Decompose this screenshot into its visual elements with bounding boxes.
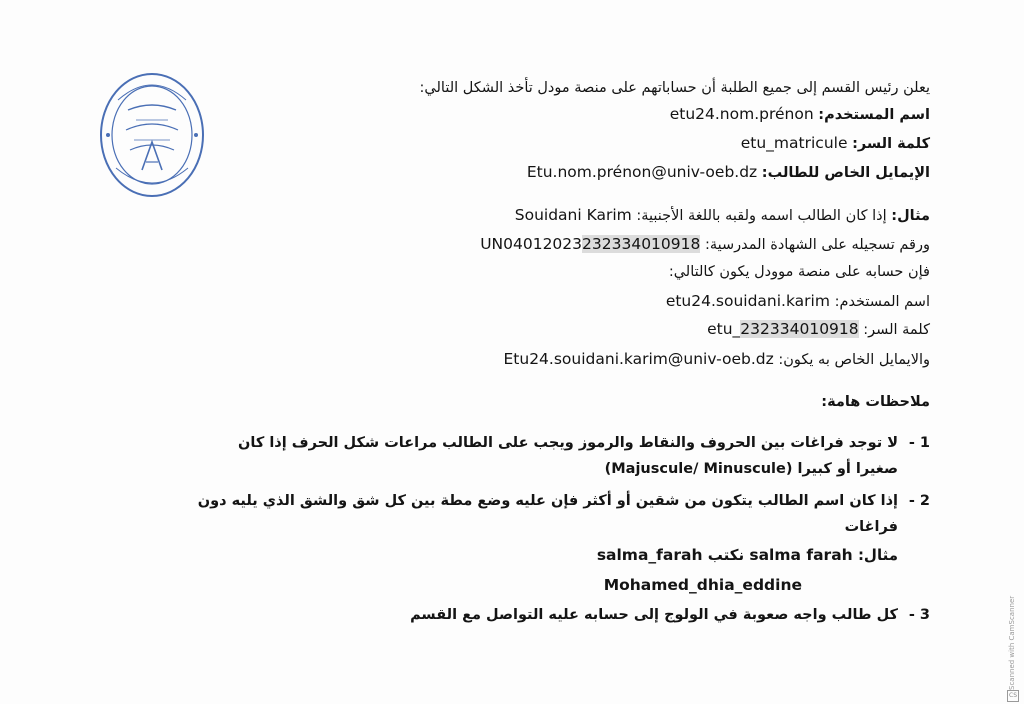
notes-heading: ملاحظات هامة: [821,394,930,410]
username-label: اسم المستخدم: [818,107,930,123]
note-2-example [597,546,898,564]
account-intro-line: فإن حسابه على منصة موودل يكون كالتالي: [668,264,930,280]
password-format: etu_matricule [740,134,848,152]
example-username-value: etu24.souidani.karim [665,292,830,310]
password-label: كلمة السر: [852,136,930,152]
note-2-number: 2 - [908,493,930,509]
note-2-example-label: مثال: [857,546,898,564]
example-password-value [707,320,859,338]
example-email-value: Etu24.souidani.karim@univ-oeb.dz [503,350,774,368]
note-3-line-1: كل طالب واجه صعوبة في الولوج إلى حسابه عليه التواصل مع القسم [410,607,898,623]
registration-highlight: 232334010918 [582,235,701,253]
example-username-label: اسم المستخدم: [834,294,930,310]
registration-number [480,235,700,253]
example-name-text: إذا كان الطالب اسمه ولقبه باللغة الأجنبية: [636,208,887,224]
intro-line: يعلن رئيس القسم إلى جميع الطلبة أن حساباتهم على منصة مودل تأخذ الشكل التالي: [419,80,930,96]
note-2-line-1: إذا كان اسم الطالب يتكون من شقين أو أكثر فإن عليه وضع مطة بين كل شق والشق الذي يليه دون [197,493,898,509]
email-label: الإيمايل الخاص للطالب: [761,165,930,181]
example-password-line [707,319,930,340]
note-2-example-write: نكتب [707,546,745,564]
note-3 [230,604,930,626]
username-format: etu24.nom.prénon [669,105,814,123]
example-name-value: Souidani Karim [514,206,632,224]
note-2-example-second [604,576,802,594]
note-1-case-hint: (Majuscule/ Minuscule) [604,461,793,477]
example-label: مثال: [891,208,930,224]
registration-prefix: UN04012023 [480,235,583,253]
password-format-line [741,133,930,154]
password-prefix: etu_ [707,320,741,338]
example-username-line [666,291,930,312]
example-registration-line [480,234,930,255]
note-1-line-1: لا توجد فراغات بين الحروف والنقاط والرموز ويجب على الطالب مراعات شكل الحرف إذا كان [238,435,898,451]
note-2-example-result: salma_farah [596,546,703,564]
username-format-line [670,104,930,125]
registration-text: ورقم تسجيله على الشهادة المدرسية: [704,237,930,253]
example-name-line [515,205,930,226]
example-password-label: كلمة السر: [863,322,930,338]
note-2 [197,490,930,538]
note-3-number: 3 - [908,607,930,623]
email-format-line [527,162,930,183]
scanner-watermark: Scanned with CamScanner [1008,595,1016,690]
note-2-example-second-value: Mohamed_dhia_eddine [603,576,802,594]
note-2-example-name: salma farah [749,546,853,564]
scanner-logo-icon: CS [1007,690,1019,702]
note-1-line-2-text: صغيرا أو كبيرا [797,461,898,477]
note-1 [230,432,930,480]
note-1-line-2 [230,458,898,480]
example-email-line [504,349,931,370]
university-seal [98,70,206,200]
email-format: Etu.nom.prénon@univ-oeb.dz [526,163,758,181]
password-highlight: 232334010918 [740,320,859,338]
example-email-label: والايمايل الخاص به يكون: [778,352,930,368]
note-2-line-2: فراغات [844,519,898,535]
note-1-number: 1 - [908,435,930,451]
